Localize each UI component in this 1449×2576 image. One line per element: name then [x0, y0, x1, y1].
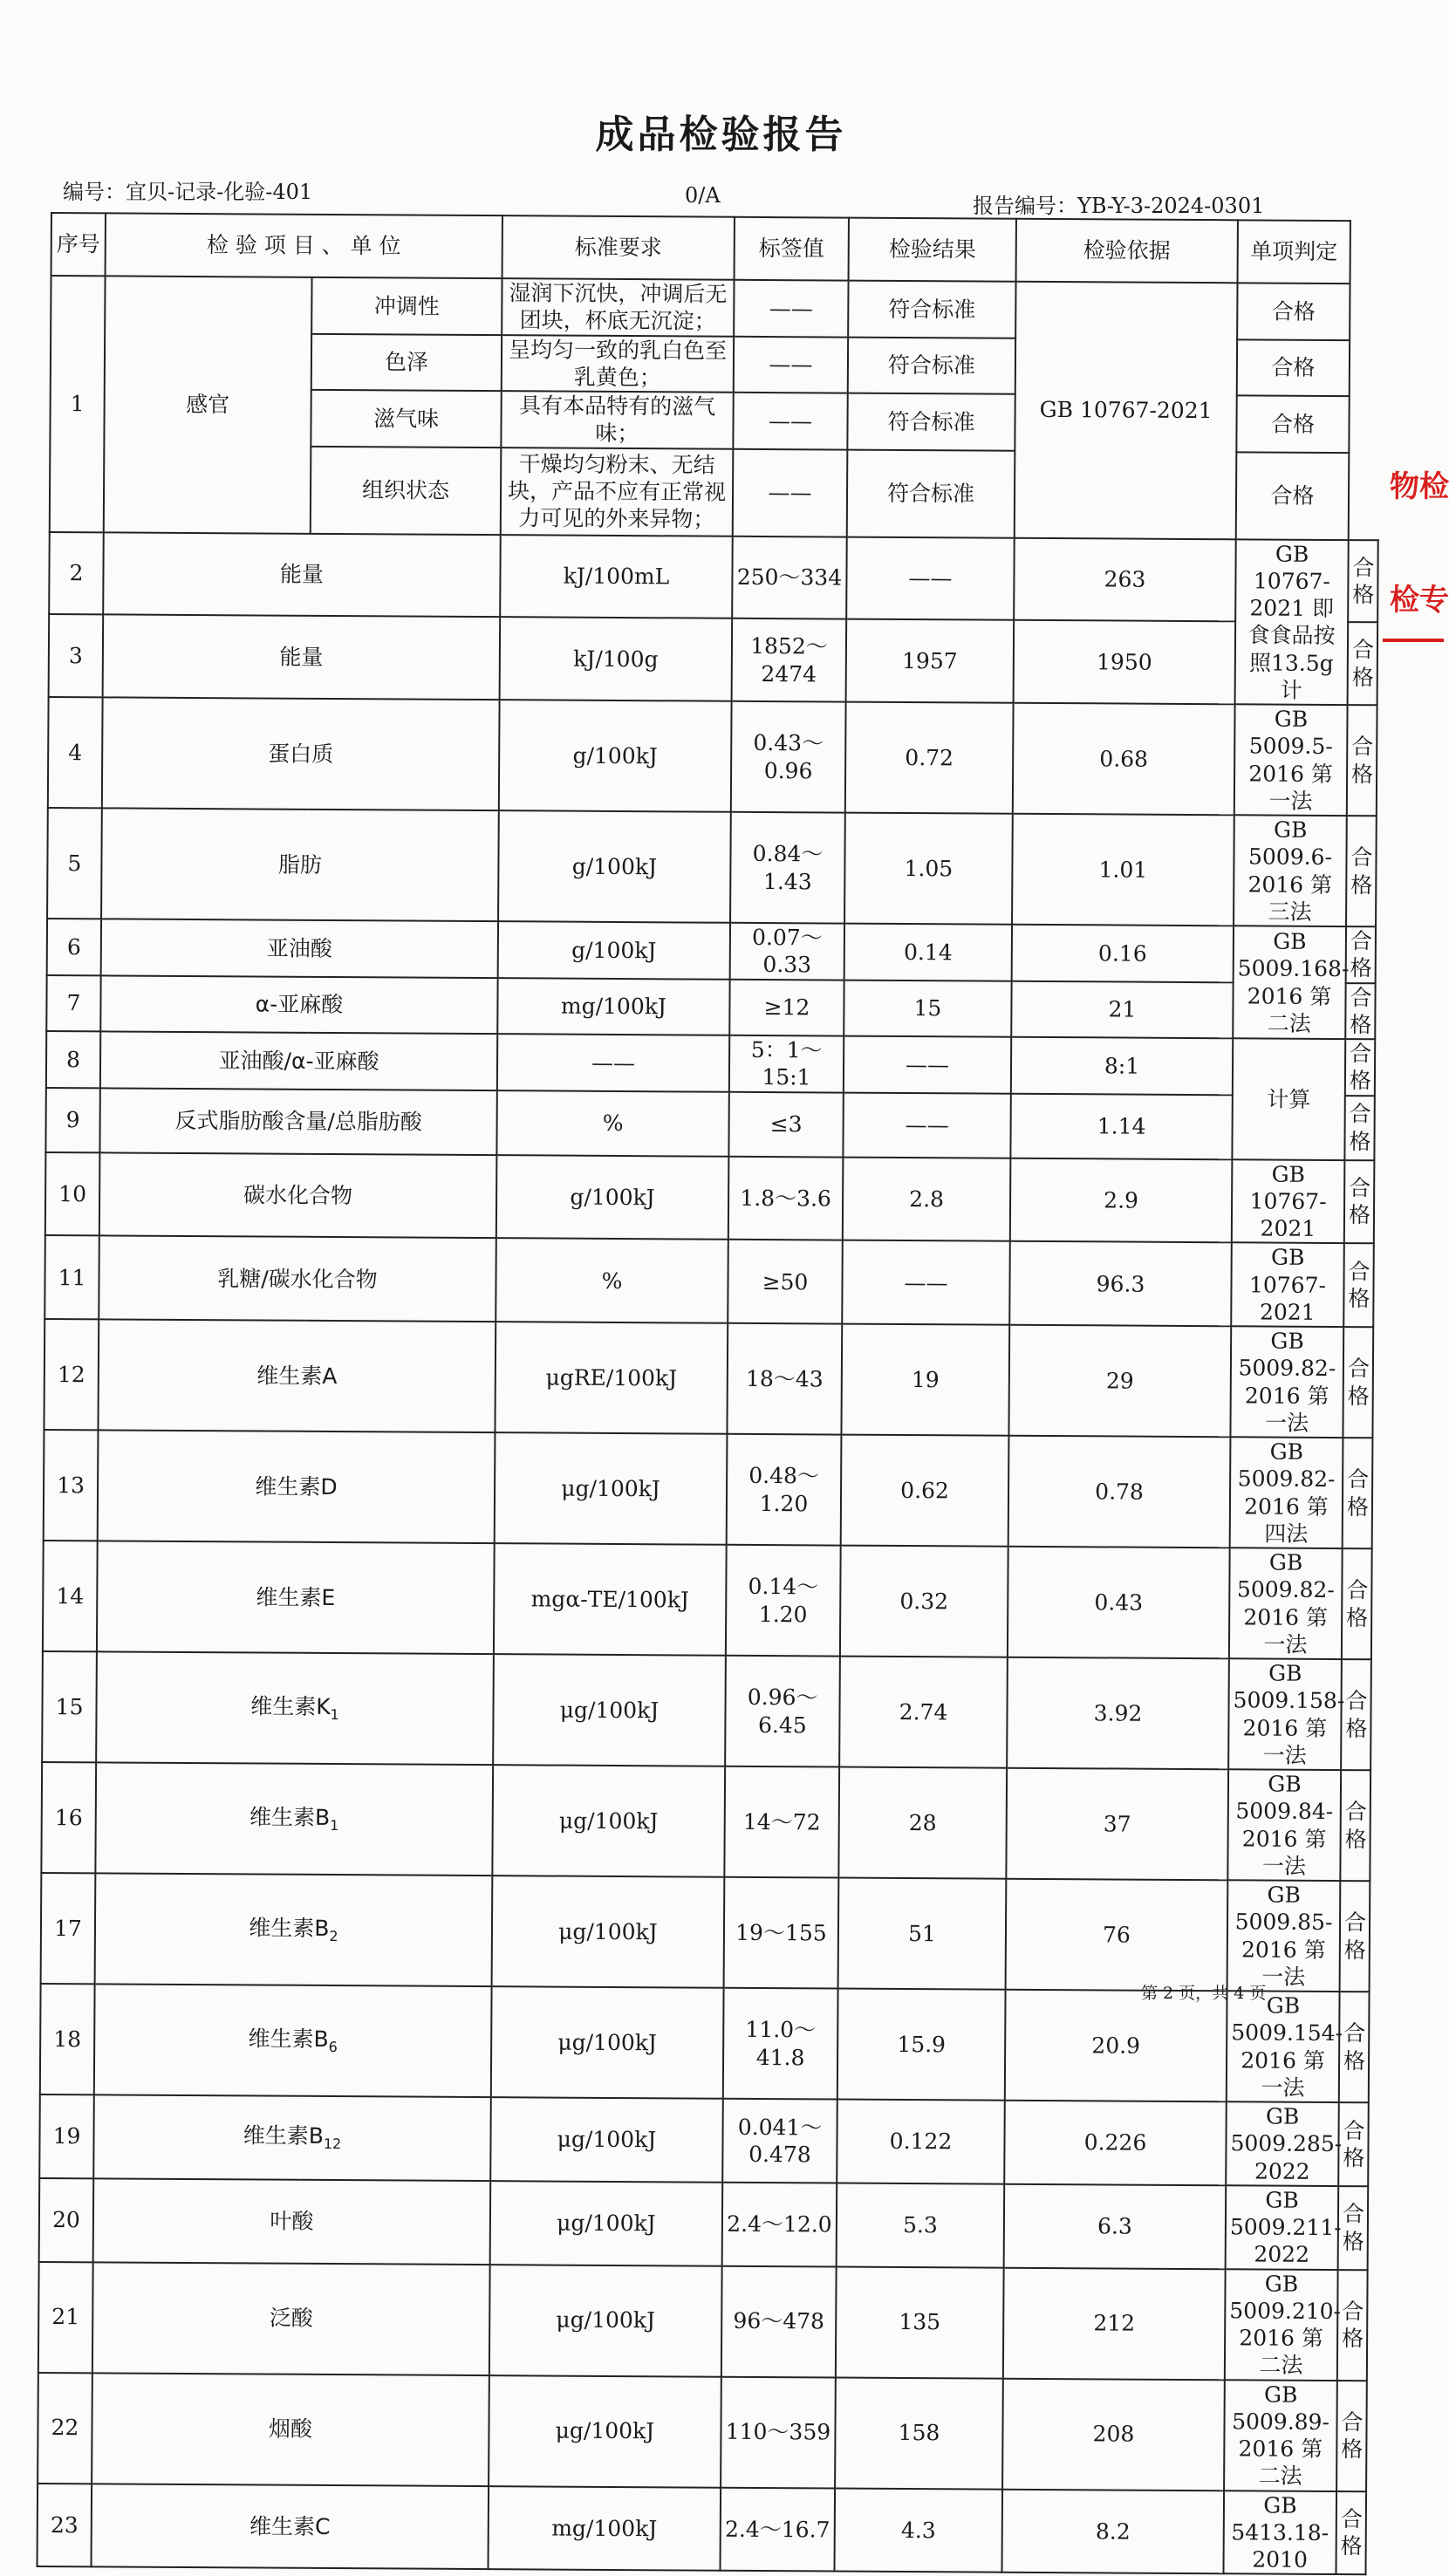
row-no: 4 — [48, 697, 103, 808]
item-name — [96, 1651, 494, 1765]
sensory-sub: 滋气味 — [311, 390, 501, 448]
verdict: 合格 — [1344, 1160, 1375, 1244]
page-footer: 第 2 页，共 4 页 — [1141, 1984, 1267, 2003]
row-no: 2 — [49, 531, 104, 614]
label-value: —— — [734, 280, 848, 337]
basis: GB 5009.6-2016 第三法 — [1234, 815, 1347, 926]
verdict: 合格 — [1343, 1327, 1373, 1438]
requirement: 19～155 — [724, 1877, 839, 1989]
label-value: 51 — [838, 1878, 1007, 1990]
row-no: 14 — [43, 1541, 98, 1651]
item-name — [95, 1762, 493, 1876]
basis: GB 5009.154-2016 第一法 — [1227, 1991, 1340, 2102]
col-no: 序号 — [51, 213, 106, 276]
table-row — [41, 1762, 1370, 1881]
sensory-category: 感官 — [104, 276, 312, 533]
basis: GB 5009.158-2016 第一法 — [1228, 1658, 1342, 1770]
result: 符合标准 — [848, 281, 1015, 338]
requirement: 0.14～1.20 — [726, 1545, 841, 1657]
item-name-text: 维生素B — [249, 1804, 331, 1830]
unit: μg/100kJ — [492, 1765, 725, 1877]
result: 20.9 — [1005, 1990, 1227, 2102]
unit: g/100kJ — [496, 1155, 729, 1240]
row-no: 23 — [38, 2483, 92, 2566]
requirement: 0.84～1.43 — [730, 812, 845, 924]
table-row — [45, 1087, 1374, 1159]
item-name — [94, 1984, 492, 2097]
item-name-text: 维生素K — [250, 1693, 331, 1719]
verdict: 合格 — [1343, 1243, 1374, 1327]
result: 1.01 — [1012, 814, 1234, 926]
result: 0.16 — [1012, 925, 1234, 982]
requirement: 11.0～41.8 — [723, 1988, 838, 2100]
result: 0.78 — [1008, 1436, 1231, 1548]
requirement: ≤3 — [728, 1091, 843, 1157]
unit: μg/100kJ — [491, 1986, 724, 2099]
verdict: 合格 — [1344, 1096, 1374, 1160]
basis: GB 5009.89-2016 第二法 — [1224, 2380, 1337, 2491]
red-stamp — [1383, 436, 1449, 646]
result: 21 — [1011, 981, 1233, 1038]
table-row — [45, 1151, 1375, 1243]
header-row — [51, 213, 1380, 284]
unit: μgRE/100kJ — [495, 1322, 728, 1434]
label-value: 158 — [835, 2377, 1003, 2489]
verdict: 合格 — [1336, 2381, 1367, 2491]
row-no: 3 — [49, 614, 104, 697]
unit: mg/100kJ — [497, 978, 729, 1035]
result: 263 — [1014, 537, 1236, 621]
verdict: 合格 — [1346, 926, 1376, 983]
unit: mg/100kJ — [489, 2486, 721, 2571]
label-value: 19 — [841, 1324, 1009, 1436]
item-subscript: 1 — [330, 1816, 339, 1835]
row-no: 22 — [38, 2372, 92, 2483]
item-name: 能量 — [103, 532, 501, 618]
table-row — [38, 2261, 1368, 2380]
requirement: 1852～2474 — [732, 618, 847, 702]
item-name: 乳糖/碳水化合物 — [99, 1236, 496, 1322]
item-name: 烟酸 — [92, 2373, 489, 2486]
stamp-text-2: 检专 — [1390, 583, 1449, 618]
result: 1.14 — [1010, 1093, 1232, 1159]
version-label: 0/A — [685, 183, 721, 208]
item-name: 蛋白质 — [102, 697, 500, 810]
basis: 计算 — [1232, 1038, 1345, 1159]
table-row — [44, 1430, 1373, 1548]
unit: μg/100kJ — [495, 1432, 728, 1545]
item-name: 反式脂肪酸含量/总脂肪酸 — [99, 1088, 496, 1155]
table-row — [41, 1873, 1370, 1992]
label-value: —— — [842, 1240, 1010, 1325]
requirement: 0.48～1.20 — [727, 1434, 842, 1546]
label-value: 0.62 — [841, 1435, 1009, 1547]
basis: GB 5009.168-2016 第二法 — [1233, 926, 1346, 1039]
result: 29 — [1008, 1325, 1231, 1438]
row-no: 1 — [50, 276, 106, 532]
item-name: 叶酸 — [93, 2178, 491, 2265]
result: 0.43 — [1008, 1547, 1230, 1659]
unit: kJ/100g — [500, 617, 733, 700]
item-subscript: 6 — [328, 2038, 338, 2056]
item-subscript: 2 — [329, 1927, 338, 1945]
requirement: 18～43 — [727, 1323, 842, 1435]
requirement: 0.07～0.33 — [730, 923, 844, 980]
table-row — [39, 2178, 1369, 2270]
row-no: 21 — [38, 2261, 93, 2372]
report-title: 成品检验报告 — [595, 113, 847, 157]
label-value: 15.9 — [837, 1989, 1006, 2101]
label-value: 15 — [844, 980, 1011, 1037]
row-no: 9 — [45, 1087, 99, 1151]
result: 0.226 — [1004, 2101, 1227, 2185]
requirement: 1.8～3.6 — [728, 1156, 844, 1240]
item-name: 能量 — [103, 615, 501, 700]
sensory-sub: 冲调性 — [311, 277, 502, 335]
col-label-value: 标签值 — [735, 217, 849, 281]
item-name — [93, 2094, 491, 2181]
label-value: 0.72 — [845, 702, 1014, 814]
stamp-text-1: 物检 — [1390, 469, 1449, 504]
requirement: 14～72 — [724, 1766, 839, 1878]
label-value: —— — [844, 1036, 1011, 1094]
result: 212 — [1003, 2267, 1226, 2380]
table-row — [38, 2372, 1367, 2491]
item-name: 维生素E — [97, 1541, 495, 1654]
basis: GB 10767-2021 — [1232, 1159, 1345, 1244]
row-no: 10 — [45, 1151, 100, 1235]
item-subscript: 12 — [323, 2135, 342, 2153]
col-result: 检验结果 — [849, 218, 1016, 282]
basis: GB 10767-2021 即食食品按照13.5g计 — [1235, 539, 1349, 705]
item-name-text: 维生素B — [249, 1915, 330, 1941]
item-name: 维生素A — [98, 1319, 496, 1432]
sensory-sub: 组织状态 — [311, 446, 502, 534]
item-name-text: 维生素B — [248, 2026, 329, 2052]
col-basis: 检验依据 — [1016, 219, 1238, 284]
result: 96.3 — [1009, 1241, 1232, 1326]
verdict: 合格 — [1348, 622, 1378, 705]
verdict: 合格 — [1339, 1992, 1370, 2102]
item-name: 脂肪 — [101, 808, 499, 921]
result: 6.3 — [1004, 2183, 1227, 2268]
requirement: 2.4～16.7 — [720, 2487, 835, 2572]
unit: kJ/100mL — [500, 535, 733, 618]
basis: GB 5009.5-2016 第一法 — [1234, 704, 1348, 816]
item-name — [95, 1873, 493, 1986]
table-row — [42, 1651, 1371, 1770]
label-value: 0.14 — [844, 924, 1012, 981]
row-no: 8 — [46, 1031, 100, 1088]
report-number: 报告编号：YB-Y-3-2024-0301 — [973, 194, 1265, 218]
verdict: 合格 — [1336, 2491, 1366, 2575]
result: 3.92 — [1007, 1657, 1229, 1770]
basis: GB 5009.285-2022 — [1226, 2101, 1339, 2186]
item-subscript: 1 — [330, 1705, 339, 1724]
result: 76 — [1006, 1879, 1228, 1992]
requirement: 干燥均匀粉末、无结块，产品不应有正常视力可见的外来异物； — [501, 448, 734, 536]
label-value: —— — [734, 336, 848, 393]
item-name: α-亚麻酸 — [100, 975, 497, 1034]
result: 37 — [1006, 1768, 1228, 1881]
result: 8:1 — [1011, 1037, 1233, 1095]
requirement: 110～359 — [721, 2376, 836, 2488]
label-value: 4.3 — [834, 2488, 1002, 2573]
row-no: 13 — [44, 1430, 99, 1541]
unit: μg/100kJ — [489, 2375, 721, 2488]
basis: GB 5413.18-2010 — [1223, 2491, 1336, 2575]
label-value: 28 — [838, 1767, 1007, 1879]
col-verdict: 单项判定 — [1238, 220, 1350, 284]
label-value: 135 — [836, 2266, 1004, 2378]
verdict: 合格 — [1347, 705, 1377, 816]
sensory-sub: 色泽 — [311, 333, 502, 391]
table-row — [44, 1235, 1374, 1327]
basis: GB 5009.82-2016 第一法 — [1230, 1326, 1343, 1438]
verdict: 合格 — [1236, 452, 1350, 540]
requirement: 0.96～6.45 — [725, 1656, 840, 1767]
basis: GB 5009.85-2016 第一法 — [1227, 1880, 1341, 1992]
table-row — [44, 1319, 1373, 1438]
requirement: ≥50 — [728, 1240, 843, 1324]
item-name: 维生素C — [92, 2484, 489, 2570]
verdict: 合格 — [1348, 540, 1378, 623]
record-number: 编号：宜贝-记录-化验-401 — [63, 180, 313, 204]
requirement: 96～478 — [721, 2265, 837, 2377]
basis: GB 5009.210-2016 第二法 — [1225, 2269, 1338, 2381]
row-no: 19 — [39, 2094, 94, 2178]
table-row — [47, 808, 1377, 926]
label-value: 0.32 — [840, 1546, 1008, 1657]
unit: mgα-TE/100kJ — [494, 1543, 727, 1656]
item-name: 维生素D — [98, 1430, 496, 1543]
label-value: 1.05 — [844, 813, 1013, 925]
row-no: 7 — [46, 974, 100, 1031]
verdict: 合格 — [1342, 1548, 1372, 1659]
requirement: ≥12 — [729, 979, 844, 1035]
row-no: 5 — [47, 808, 102, 919]
verdict: 合格 — [1338, 2102, 1369, 2186]
unit: g/100kJ — [498, 921, 730, 979]
unit: μg/100kJ — [493, 1654, 726, 1766]
row-no: 11 — [44, 1235, 99, 1319]
verdict: 合格 — [1236, 395, 1349, 452]
requirement: 2.4～12.0 — [722, 2182, 837, 2266]
row-no: 6 — [47, 919, 101, 975]
result: 8.2 — [1001, 2489, 1224, 2573]
basis: GB 10767-2021 — [1015, 282, 1238, 539]
verdict: 合格 — [1346, 816, 1377, 926]
verdict: 合格 — [1340, 1770, 1370, 1881]
result: 2.9 — [1010, 1158, 1233, 1242]
verdict: 合格 — [1237, 339, 1350, 396]
table-row — [51, 276, 1379, 340]
basis: GB 5009.84-2016 第一法 — [1227, 1769, 1341, 1881]
inspection-table — [37, 212, 1381, 2576]
result: 符合标准 — [847, 393, 1015, 451]
row-no: 15 — [42, 1651, 97, 1762]
verdict: 合格 — [1340, 1881, 1370, 1992]
basis: GB 10767-2021 — [1231, 1243, 1344, 1328]
verdict: 合格 — [1337, 2270, 1368, 2381]
col-requirement: 标准要求 — [502, 215, 735, 280]
stamp-line — [1383, 639, 1444, 642]
row-no: 17 — [41, 1873, 96, 1984]
label-value: —— — [733, 393, 847, 449]
row-no: 18 — [40, 1984, 95, 2094]
basis: GB 5009.211-2022 — [1226, 2185, 1339, 2270]
item-name: 亚油酸 — [101, 919, 498, 977]
basis: GB 5009.82-2016 第四法 — [1230, 1437, 1343, 1548]
row-no: 12 — [44, 1319, 99, 1430]
result: 208 — [1002, 2378, 1225, 2491]
verdict: 合格 — [1345, 1039, 1375, 1096]
unit: g/100kJ — [499, 700, 732, 812]
verdict: 合格 — [1343, 1438, 1373, 1548]
basis: GB 5009.82-2016 第一法 — [1229, 1548, 1343, 1659]
label-value: —— — [733, 448, 848, 536]
label-value: —— — [843, 1092, 1010, 1158]
result: 符合标准 — [848, 337, 1015, 394]
table-row — [38, 2483, 1367, 2574]
requirement: 0.041～0.478 — [722, 2099, 837, 2183]
table-row — [46, 974, 1375, 1039]
result: 0.68 — [1013, 703, 1235, 816]
requirement: 0.43～0.96 — [731, 701, 846, 813]
label-value: 5.3 — [837, 2183, 1005, 2267]
table-row — [39, 2094, 1369, 2186]
unit: μg/100kJ — [492, 1876, 725, 1988]
unit: μg/100kJ — [490, 2097, 723, 2182]
requirement: 呈均匀一致的乳白色至乳黄色； — [502, 335, 734, 393]
row-no: 16 — [41, 1762, 96, 1873]
requirement: 250～334 — [732, 536, 847, 619]
item-name: 亚油酸/α-亚麻酸 — [100, 1031, 497, 1090]
verdict: 合格 — [1237, 283, 1350, 339]
unit: g/100kJ — [498, 810, 731, 923]
table-row — [49, 614, 1378, 705]
requirement: 5：1～15:1 — [729, 1035, 844, 1092]
requirement: 湿润下沉快，冲调后无团块，杯底无沉淀； — [502, 278, 734, 336]
unit: % — [496, 1238, 728, 1322]
label-value: —— — [846, 536, 1015, 620]
item-name: 碳水化合物 — [99, 1152, 497, 1239]
unit: μg/100kJ — [490, 2181, 723, 2265]
verdict: 合格 — [1345, 983, 1375, 1040]
verdict: 合格 — [1338, 2186, 1369, 2270]
table-row — [43, 1541, 1372, 1659]
row-no: 20 — [39, 2178, 94, 2262]
unit: % — [496, 1090, 728, 1157]
table-row — [49, 531, 1378, 622]
table-row — [47, 919, 1376, 983]
label-value: 0.122 — [837, 2100, 1005, 2184]
label-value: 2.74 — [839, 1657, 1008, 1768]
label-value: 1957 — [846, 619, 1015, 703]
item-name-text: 维生素B — [243, 2122, 325, 2149]
unit: —— — [497, 1034, 729, 1091]
verdict: 合格 — [1341, 1659, 1371, 1770]
table-row — [46, 1031, 1375, 1096]
result: 符合标准 — [847, 449, 1015, 537]
unit: μg/100kJ — [489, 2265, 722, 2377]
col-item-unit: 检 验 项 目 、 单 位 — [106, 213, 502, 278]
table-row — [48, 697, 1377, 816]
label-value: 2.8 — [843, 1157, 1011, 1241]
requirement: 具有本品特有的滋气味； — [501, 391, 733, 448]
item-name: 泛酸 — [92, 2262, 490, 2375]
result: 1950 — [1014, 620, 1236, 704]
